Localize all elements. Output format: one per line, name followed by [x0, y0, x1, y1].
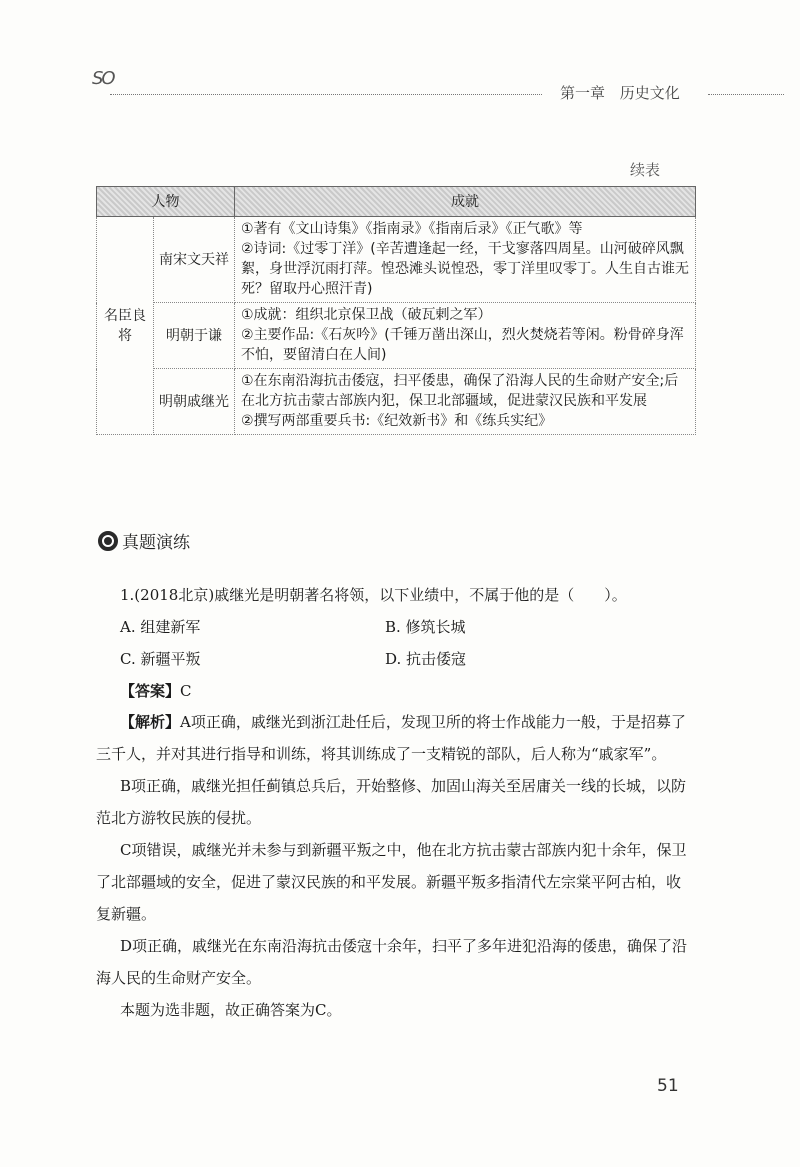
achievement-line: ①成就：组织北京保卫战（破瓦剌之军）	[241, 307, 492, 323]
table-row	[97, 369, 696, 435]
answer-label: 【答案】	[120, 682, 181, 700]
analysis-paragraph: C项错误，戚继光并未参与到新疆平叛之中，他在北方抗击蒙古部族内犯十余年，保卫了北部疆域的安全，促进了蒙汉民族的和平发展。新疆平叛多指清代左宗棠平阿古柏，收复新疆。	[96, 841, 687, 923]
achievement-line: ①著有《文山诗集》《指南录》《指南后录》《正气歌》等	[241, 221, 583, 237]
question-stem: 1.(2018北京)戚继光是明朝著名将领，以下业绩中，不属于他的是（ ）。	[120, 586, 627, 604]
option-a: A. 组建新军	[120, 618, 201, 636]
analysis-paragraph: D项正确，戚继光在东南沿海抗击倭寇十余年，扫平了多年进犯沿海的倭患，确保了沿海人民的生命财产安全。	[96, 937, 688, 987]
option-c: C. 新疆平叛	[120, 650, 201, 668]
achievement-line: ②撰写两部重要兵书:《纪效新书》和《练兵实纪》	[241, 413, 553, 429]
continued-label: 续表	[630, 161, 661, 179]
person-name: 明朝戚继光	[154, 369, 235, 435]
practice-title-text: 真题演练	[122, 533, 190, 553]
table-row	[97, 303, 696, 369]
analysis-paragraph: 本题为选非题，故正确答案为C。	[120, 1001, 342, 1019]
analysis-paragraph	[96, 706, 688, 770]
table-row	[97, 217, 696, 303]
header-divider	[110, 94, 542, 95]
target-icon	[98, 531, 118, 551]
analysis-text: A项正确，戚继光到浙江赴任后，发现卫所的将士作战能力一般，于是招募了三千人，并对其进行指导和训练，将其训练成了一支精锐的部队，后人称为“戚家军”。	[96, 713, 686, 763]
analysis-block	[96, 706, 688, 1026]
achievement-line: ①在东南沿海抗击倭寇，扫平倭患，确保了沿海人民的生命财产安全;后在北方抗击蒙古部族内犯，保卫北部疆域，促进蒙汉民族和平发展	[241, 373, 679, 409]
table-header-achievement: 成就	[235, 187, 696, 217]
table-header-row	[97, 187, 696, 217]
achievement-cell	[235, 369, 696, 435]
answer-value: C	[180, 682, 192, 700]
option-d: D. 抗击倭寇	[385, 650, 467, 668]
person-name: 南宋文天祥	[154, 217, 235, 303]
achievement-cell	[235, 217, 696, 303]
answer-line	[120, 680, 192, 701]
analysis-paragraph: B项正确，戚继光担任蓟镇总兵后，开始整修、加固山海关至居庸关一线的长城，以防范北方游牧民族的侵扰。	[96, 777, 687, 827]
person-name: 明朝于谦	[154, 303, 235, 369]
achievement-cell	[235, 303, 696, 369]
header-logo-mark: SO	[92, 68, 114, 89]
chapter-title: 第一章 历史文化	[560, 84, 680, 102]
practice-section-title	[98, 528, 190, 553]
achievements-table	[96, 186, 696, 435]
header-divider-right	[708, 94, 784, 95]
table-header-person: 人物	[97, 187, 235, 217]
achievement-line: ②诗词:《过零丁洋》(辛苦遭逢起一经，干戈寥落四周星。山河破碎风飘絮，身世浮沉雨打萍。惶恐滩头说惶恐，零丁洋里叹零丁。人生自古谁无死？留取丹心照汗青)	[241, 241, 689, 297]
page-number: 51	[657, 1076, 679, 1096]
analysis-label: 【解析】	[120, 713, 181, 731]
achievement-line: ②主要作品:《石灰吟》(千锤万凿出深山，烈火焚烧若等闲。粉骨碎身浑不怕，要留清白在人间)	[241, 327, 684, 363]
option-b: B. 修筑长城	[385, 618, 466, 636]
group-label: 名臣良将	[97, 217, 154, 435]
